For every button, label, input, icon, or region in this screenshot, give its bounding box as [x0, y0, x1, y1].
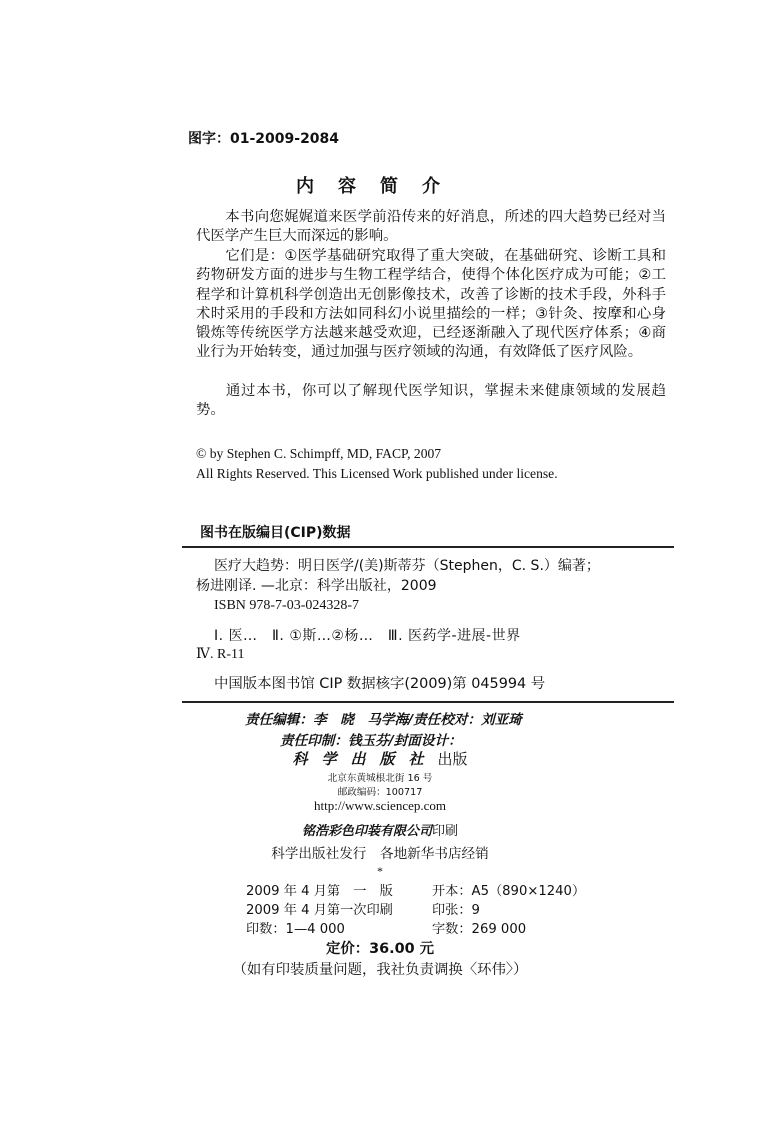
cip-isbn: ISBN 978-7-03-024328-7	[214, 598, 360, 613]
rights-reserved-line: All Rights Reserved. This Licensed Work published under license.	[196, 466, 558, 481]
print-run: 印数：1—4 000	[246, 922, 345, 937]
summary-title: 内容简介	[296, 176, 464, 197]
summary-paragraph-2-text: 它们是：①医学基础研究取得了重大突破，在基础研究、诊断工具和药物研发方面的进步与生物工程学结合，使得个体化医疗成为可能；②工程学和计算机科学创造出无创影像技术，改善了诊断的技术手段，外科手术时采用的手段和方法如同科幻小说里描绘的一样；③针灸、按摩和心身锻炼等传统医学方法越来越受欢迎，已经逐渐融入了现代医疗体系；④商业行为开始转变，通过加强与医疗领域的沟通，有效降低了医疗风险。	[196, 248, 666, 361]
cip-title-line: 医疗大趋势：明日医学/(美)斯蒂芬（Stephen，C. S.）编著；	[214, 558, 600, 574]
summary-paragraph-3-text: 通过本书，你可以了解现代医学知识，掌握未来健康领域的发展趋势。	[196, 383, 666, 419]
license-number: 图字：01-2009-2084	[188, 131, 340, 147]
printer-suffix: 印刷	[432, 824, 459, 839]
cip-heading: 图书在版编目(CIP)数据	[200, 525, 351, 541]
printing-info: 2009 年 4 月第一次印刷	[246, 903, 393, 918]
cip-verification-number: 中国版本图书馆 CIP 数据核字(2009)第 045994 号	[214, 676, 546, 692]
separator-star: *	[377, 864, 383, 878]
printed-sheets: 印张：9	[432, 903, 480, 918]
cip-translator-line: 杨进刚译. —北京：科学出版社，2009	[196, 578, 437, 594]
price: 定价：36.00 元	[325, 941, 435, 957]
word-count: 字数：269 000	[432, 922, 527, 937]
cip-classification: Ⅳ. R-11	[196, 647, 245, 662]
publisher-website: http://www.sciencep.com	[313, 798, 446, 813]
summary-paragraph-3	[196, 382, 666, 421]
publisher-line	[0, 748, 760, 769]
replacement-note: （如有印装质量问题，我社负责调换〈环伟〉）	[232, 962, 528, 978]
printer-line	[0, 820, 760, 839]
format-size: 开本：A5（890×1240）	[432, 884, 586, 899]
summary-paragraph-1	[196, 208, 666, 247]
publisher-suffix: 出版	[437, 750, 468, 768]
summary-paragraph-2	[196, 247, 666, 363]
distribution-line: 科学出版社发行 各地新华书店经销	[271, 846, 489, 862]
postcode: 邮政编码：100717	[337, 787, 423, 798]
printer-name: 铭浩彩色印装有限公司	[301, 824, 432, 839]
edition-info: 2009 年 4 月第 一 版	[246, 884, 393, 899]
copyright-line: © by Stephen C. Schimpff, MD, FACP, 2007	[196, 446, 442, 461]
publisher-address: 北京东黄城根北街 16 号	[327, 773, 433, 784]
responsible-printing-designer: 责任印制：钱玉芬/封面设计：	[280, 733, 462, 749]
summary-paragraph-1-text: 本书向您娓娓道来医学前沿传来的好消息，所述的四大趋势已经对当代医学产生巨大而深远的影响。	[196, 209, 666, 245]
cip-top-rule	[182, 546, 674, 548]
responsible-editors: 责任编辑：李 晓 马学海/责任校对：刘亚琦	[245, 712, 522, 728]
cip-subject-line: Ⅰ. 医… Ⅱ. ①斯…②杨… Ⅲ. 医药学-进展-世界	[214, 628, 521, 644]
publisher-name: 科学出版社	[292, 750, 438, 768]
cip-bottom-rule	[182, 701, 674, 703]
